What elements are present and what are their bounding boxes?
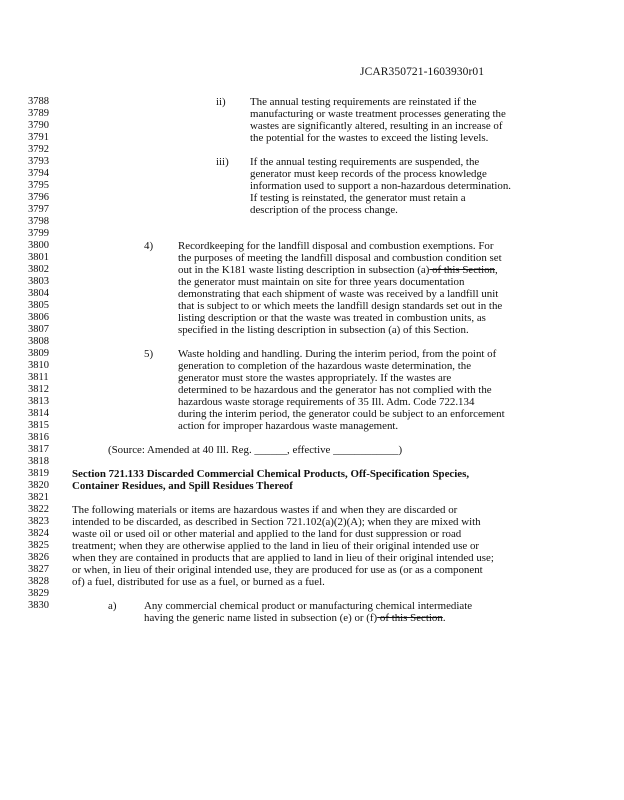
paragraph-line: treatment; when they are otherwise applied to the land in lieu of their original intended use or [72, 540, 480, 552]
text: , [495, 264, 498, 276]
document-id: JCAR350721-1603930r01 [360, 66, 485, 78]
line-number: 3800 [28, 240, 49, 251]
line-number: 3827 [28, 564, 49, 575]
line-number: 3821 [28, 492, 49, 503]
paragraph-line: The following materials or items are hazardous wastes if and when they are discarded or [72, 504, 458, 516]
paragraph-line: Recordkeeping for the landfill disposal and combustion exemptions. For [178, 240, 494, 252]
line-number: 3825 [28, 540, 49, 551]
line-number: 3830 [28, 600, 49, 611]
paragraph-line: during the interim period, the generator could be subject to an enforcement [178, 408, 505, 420]
line-number: 3805 [28, 300, 49, 311]
line-number: 3795 [28, 180, 49, 191]
line-number: 3816 [28, 432, 49, 443]
line-number: 3824 [28, 528, 49, 539]
line-number: 3797 [28, 204, 49, 215]
line-number: 3812 [28, 384, 49, 395]
item-marker-5: 5) [144, 348, 154, 360]
paragraph-line: of) a fuel, distributed for use as a fuel, or burned as a fuel. [72, 576, 325, 588]
line-number: 3819 [28, 468, 49, 479]
paragraph-line: generator must store the wastes appropriately. If the wastes are [178, 372, 452, 384]
paragraph-line: manufacturing or waste treatment processes generating the [250, 108, 506, 120]
paragraph-line: information used to support a non-hazardous determination. [250, 180, 512, 192]
paragraph-line-with-strike [144, 612, 446, 624]
line-number: 3809 [28, 348, 49, 359]
paragraph-line: specified in the listing description in subsection (a) of this Section. [178, 324, 469, 336]
paragraph-line: If testing is reinstated, the generator must retain a [250, 192, 466, 204]
line-number: 3829 [28, 588, 49, 599]
paragraph-line: The annual testing requirements are reinstated if the [250, 96, 477, 108]
line-number: 3801 [28, 252, 49, 263]
line-number: 3802 [28, 264, 49, 275]
paragraph-line: or when, in lieu of their original intended use, they are produced for use as (or as a component [72, 564, 483, 576]
line-number: 3820 [28, 480, 49, 491]
line-number: 3793 [28, 156, 49, 167]
line-number: 3810 [28, 360, 49, 371]
paragraph-line: Waste holding and handling. During the interim period, from the point of [178, 348, 497, 360]
line-number: 3807 [28, 324, 49, 335]
struck-text: of this Section [429, 264, 496, 276]
paragraph-line: wastes are significantly altered, resulting in an increase of [250, 120, 503, 132]
line-number: 3823 [28, 516, 49, 527]
item-marker-4: 4) [144, 240, 154, 252]
line-number: 3788 [28, 96, 49, 107]
section-heading: Section 721.133 Discarded Commercial Chemical Products, Off-Specification Species, [72, 468, 470, 480]
item-marker-iii: iii) [216, 156, 229, 168]
source-note: (Source: Amended at 40 Ill. Reg. ______, effective ____________) [108, 444, 403, 456]
line-number: 3798 [28, 216, 49, 227]
line-number: 3808 [28, 336, 49, 347]
line-number: 3803 [28, 276, 49, 287]
paragraph-line: Any commercial chemical product or manufacturing chemical intermediate [144, 600, 473, 612]
text: . [442, 612, 446, 624]
paragraph-line: the generator must maintain on site for three years documentation [178, 276, 465, 288]
paragraph-line: the purposes of meeting the landfill disposal and combustion condition set [178, 252, 502, 264]
item-marker-ii: ii) [216, 96, 226, 108]
line-number: 3791 [28, 132, 49, 143]
paragraph-line: If the annual testing requirements are suspended, the [250, 156, 480, 168]
line-number: 3822 [28, 504, 49, 515]
paragraph-line: when they are contained in products that are applied to land in lieu of their original intended use; [72, 552, 494, 564]
paragraph-line: intended to be discarded, as described in Section 721.102(a)(2)(A); when they are mixed with [72, 516, 481, 528]
line-number: 3813 [28, 396, 49, 407]
line-number: 3790 [28, 120, 49, 131]
line-number: 3806 [28, 312, 49, 323]
line-number: 3789 [28, 108, 49, 119]
line-number: 3817 [28, 444, 49, 455]
paragraph-line: description of the process change. [250, 204, 398, 216]
paragraph-line: hazardous waste storage requirements of 35 Ill. Adm. Code 722.134 [178, 396, 475, 408]
text: having the generic name listed in subsection (e) or (f) [144, 612, 378, 624]
paragraph-line: waste oil or used oil or other material and applied to the land for dust suppression or road [72, 528, 462, 540]
line-number: 3804 [28, 288, 49, 299]
text: out in the K181 waste listing description in subsection (a) [178, 264, 430, 276]
line-number: 3814 [28, 408, 49, 419]
paragraph-line: that is subject to or which meets the landfill design standards set out in the [178, 300, 503, 312]
line-number: 3796 [28, 192, 49, 203]
section-heading: Container Residues, and Spill Residues Thereof [72, 480, 293, 492]
line-number: 3826 [28, 552, 49, 563]
paragraph-line: action for improper hazardous waste management. [178, 420, 399, 432]
line-number: 3794 [28, 168, 49, 179]
line-number: 3815 [28, 420, 49, 431]
line-number: 3792 [28, 144, 49, 155]
item-marker-a: a) [108, 600, 117, 612]
line-number: 3811 [28, 372, 49, 383]
paragraph-line: generator must keep records of the process knowledge [250, 168, 487, 180]
paragraph-line: generation to completion of the hazardous waste determination, the [178, 360, 472, 372]
paragraph-line-with-strike [178, 264, 498, 276]
line-number: 3818 [28, 456, 49, 467]
paragraph-line: determined to be hazardous and the generator has not complied with the [178, 384, 492, 396]
struck-text: of this Section [377, 612, 443, 624]
paragraph-line: listing description or that the waste was treated in combustion units, as [178, 312, 486, 324]
line-number: 3828 [28, 576, 49, 587]
line-number: 3799 [28, 228, 49, 239]
paragraph-line: the potential for the wastes to exceed the listing levels. [250, 132, 489, 144]
paragraph-line: demonstrating that each shipment of waste was received by a landfill unit [178, 288, 499, 300]
